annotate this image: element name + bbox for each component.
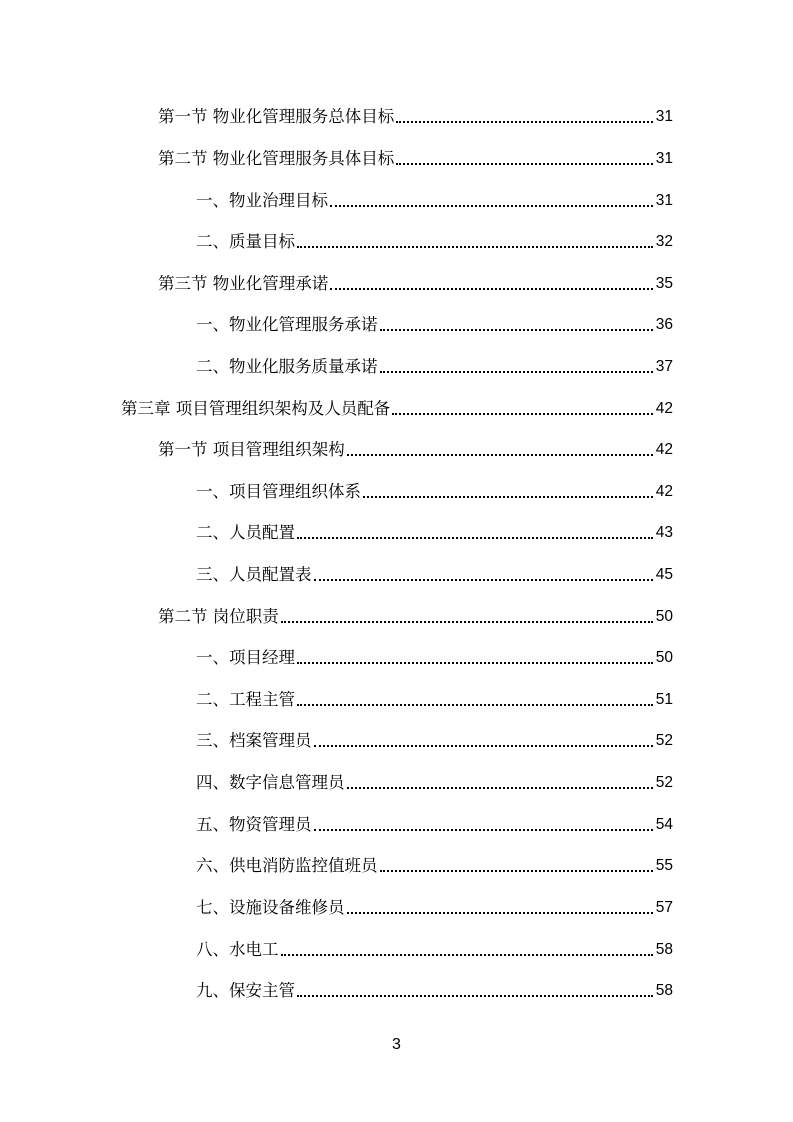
toc-entry[interactable] bbox=[196, 729, 673, 753]
toc-entry[interactable] bbox=[196, 480, 673, 504]
toc-entry[interactable] bbox=[196, 230, 673, 254]
toc-entry-page: 52 bbox=[655, 774, 673, 791]
toc-leader-dots bbox=[330, 288, 653, 290]
toc-entry-label: 四、数字信息管理员 bbox=[196, 773, 345, 792]
toc-leader-dots bbox=[314, 745, 653, 747]
toc-leader-dots bbox=[380, 870, 653, 872]
toc-entry[interactable] bbox=[121, 397, 673, 421]
toc-entry[interactable] bbox=[196, 688, 673, 712]
toc-leader-dots bbox=[347, 454, 653, 456]
toc-entry[interactable] bbox=[158, 438, 673, 462]
toc-entry-page: 43 bbox=[655, 524, 673, 541]
toc-entry[interactable] bbox=[158, 105, 673, 129]
page-number: 3 bbox=[392, 1036, 401, 1053]
toc-leader-dots bbox=[297, 246, 653, 248]
toc-entry-label: 二、物业化服务质量承诺 bbox=[196, 357, 378, 376]
toc-entry-page: 50 bbox=[655, 649, 673, 666]
toc-entry-page: 54 bbox=[655, 816, 673, 833]
toc-entry[interactable] bbox=[196, 313, 673, 337]
toc-entry-page: 32 bbox=[655, 233, 673, 250]
toc-leader-dots bbox=[396, 121, 653, 123]
toc-entry-label: 第二节 岗位职责 bbox=[158, 607, 279, 626]
toc-entry[interactable] bbox=[158, 147, 673, 171]
toc-entry[interactable] bbox=[196, 189, 673, 213]
toc-leader-dots bbox=[347, 787, 653, 789]
toc-leader-dots bbox=[314, 579, 653, 581]
toc-entry-page: 57 bbox=[655, 899, 673, 916]
toc-entry-label: 七、设施设备维修员 bbox=[196, 898, 345, 917]
toc-entry-label: 一、物业治理目标 bbox=[196, 191, 328, 210]
toc-entry-page: 45 bbox=[655, 566, 673, 583]
toc-entry-label: 二、人员配置 bbox=[196, 523, 295, 542]
toc-entry-label: 二、质量目标 bbox=[196, 232, 295, 251]
toc-entry-label: 八、水电工 bbox=[196, 940, 279, 959]
toc-leader-dots bbox=[297, 662, 653, 664]
toc-leader-dots bbox=[363, 496, 653, 498]
toc-leader-dots bbox=[396, 163, 653, 165]
toc-entry-label: 第二节 物业化管理服务具体目标 bbox=[158, 149, 395, 168]
toc-entry-label: 第三章 项目管理组织架构及人员配备 bbox=[121, 399, 391, 418]
toc-entry-page: 35 bbox=[655, 275, 673, 292]
toc-entry-label: 一、物业化管理服务承诺 bbox=[196, 315, 378, 334]
toc-entry-label: 一、项目管理组织体系 bbox=[196, 482, 361, 501]
toc-entry[interactable] bbox=[196, 896, 673, 920]
toc-entry-page: 31 bbox=[655, 108, 673, 125]
toc-entry[interactable] bbox=[158, 605, 673, 629]
toc-entry-page: 42 bbox=[655, 441, 673, 458]
toc-entry-page: 58 bbox=[655, 982, 673, 999]
toc-entry-label: 三、人员配置表 bbox=[196, 565, 312, 584]
toc-leader-dots bbox=[297, 995, 653, 997]
toc-entry-page: 31 bbox=[655, 192, 673, 209]
toc-leader-dots bbox=[281, 621, 653, 623]
toc-entry[interactable] bbox=[196, 938, 673, 962]
toc-leader-dots bbox=[380, 371, 653, 373]
toc-entry-page: 55 bbox=[655, 857, 673, 874]
toc-leader-dots bbox=[380, 329, 653, 331]
toc-entry-page: 50 bbox=[655, 608, 673, 625]
toc-entry[interactable] bbox=[196, 854, 673, 878]
toc-entry-page: 36 bbox=[655, 316, 673, 333]
toc-leader-dots bbox=[281, 954, 653, 956]
toc-entry-page: 58 bbox=[655, 941, 673, 958]
toc-entry[interactable] bbox=[196, 521, 673, 545]
toc-entry-page: 52 bbox=[655, 732, 673, 749]
toc-entry[interactable] bbox=[196, 563, 673, 587]
toc-entry-page: 42 bbox=[655, 400, 673, 417]
toc-entry-label: 一、项目经理 bbox=[196, 648, 295, 667]
toc-entry-label: 六、供电消防监控值班员 bbox=[196, 856, 378, 875]
toc-leader-dots bbox=[330, 205, 653, 207]
toc-leader-dots bbox=[347, 912, 653, 914]
toc-entry-label: 第一节 项目管理组织架构 bbox=[158, 440, 345, 459]
toc-entry-label: 第一节 物业化管理服务总体目标 bbox=[158, 107, 395, 126]
toc-entry-page: 42 bbox=[655, 483, 673, 500]
toc-leader-dots bbox=[314, 829, 653, 831]
toc-entry-label: 九、保安主管 bbox=[196, 981, 295, 1000]
toc-entry-label: 第三节 物业化管理承诺 bbox=[158, 274, 329, 293]
toc-entry-page: 31 bbox=[655, 150, 673, 167]
toc-entry[interactable] bbox=[196, 355, 673, 379]
toc-entry-page: 51 bbox=[655, 691, 673, 708]
toc-entry[interactable] bbox=[196, 771, 673, 795]
toc-entry[interactable] bbox=[196, 646, 673, 670]
toc-entry[interactable] bbox=[158, 272, 673, 296]
toc-entry-label: 二、工程主管 bbox=[196, 690, 295, 709]
toc-entry-page: 37 bbox=[655, 358, 673, 375]
toc-leader-dots bbox=[297, 704, 653, 706]
toc-entry-label: 五、物资管理员 bbox=[196, 815, 312, 834]
toc-entry[interactable] bbox=[196, 813, 673, 837]
toc-leader-dots bbox=[297, 537, 653, 539]
toc-entry[interactable] bbox=[196, 979, 673, 1003]
toc-leader-dots bbox=[392, 413, 653, 415]
toc-entry-label: 三、档案管理员 bbox=[196, 731, 312, 750]
